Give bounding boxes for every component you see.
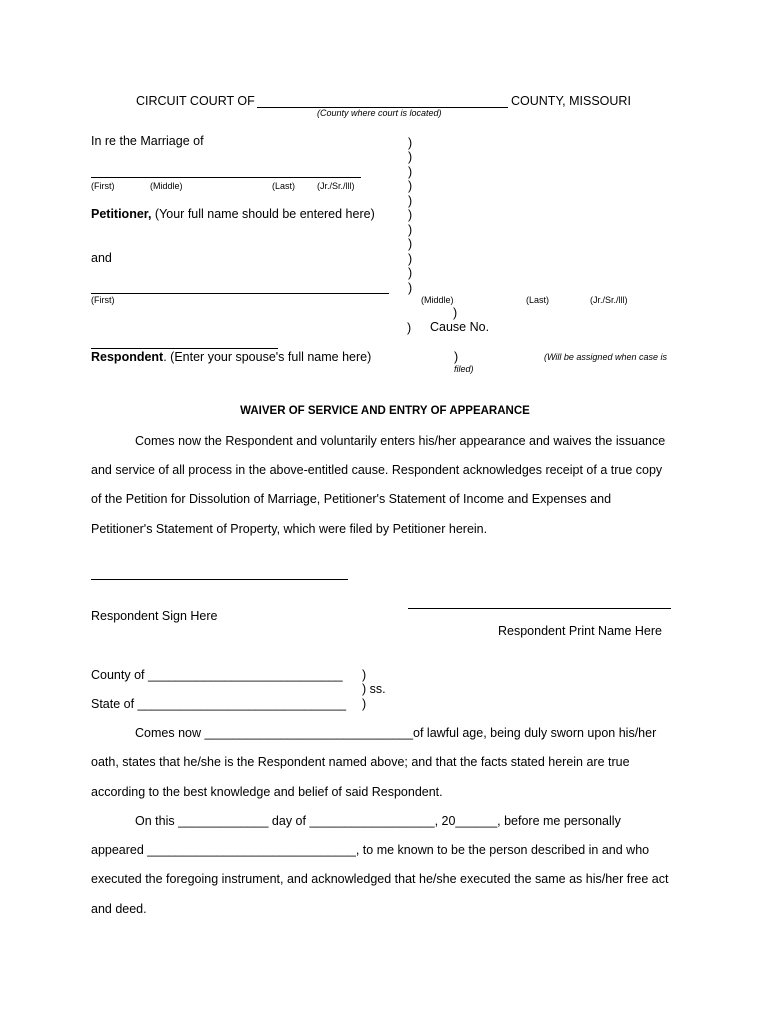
paren-6: )	[408, 208, 413, 222]
paren-14: )	[454, 350, 459, 364]
affidavit-line-7: and deed.	[91, 902, 147, 916]
county-note: (County where court is located)	[317, 108, 442, 118]
paren-10: )	[408, 266, 413, 280]
paren-8: )	[408, 237, 413, 251]
sign-here-label: Respondent Sign Here	[91, 609, 218, 623]
affidavit-line-3: according to the best knowledge and belief of said Respondent.	[91, 785, 443, 799]
label-middle: (Middle)	[150, 181, 183, 191]
venue-paren-2: )	[362, 697, 367, 711]
petitioner-note: (Your full name should be entered here)	[154, 207, 375, 221]
paren-3: )	[408, 165, 413, 179]
affidavit-line-5: appeared ______________________________, to me known to be the person described in and who	[91, 843, 650, 857]
venue-ss: ) ss.	[362, 682, 386, 696]
respondent-note: . (Enter your spouse's full name here)	[163, 350, 372, 364]
label-middle-2: (Middle)	[421, 295, 454, 305]
court-prefix: CIRCUIT COURT OF	[136, 94, 255, 108]
county-of-field[interactable]: County of ____________________________	[91, 668, 343, 682]
paren-1: )	[408, 136, 413, 150]
assigned-note-1: (Will be assigned when case is	[544, 352, 667, 362]
label-last: (Last)	[272, 181, 296, 191]
paren-11: )	[408, 281, 413, 295]
affidavit-line-4: On this _____________ day of __________________, 20______, before me personally	[135, 814, 621, 828]
state-of-field[interactable]: State of ______________________________	[91, 697, 347, 711]
print-name-label: Respondent Print Name Here	[498, 624, 662, 638]
label-suffix: (Jr./Sr./lll)	[317, 181, 355, 191]
affidavit-line-6: executed the foregoing instrument, and acknowledged that he/she executed the same as his/her free act	[91, 872, 669, 886]
petitioner-label	[91, 207, 375, 221]
label-first-2: (First)	[91, 295, 115, 305]
petitioner-bold: Petitioner,	[91, 207, 152, 221]
paren-9: )	[408, 252, 413, 266]
paren-2: )	[408, 150, 413, 164]
affidavit-line-1: Comes now ______________________________of lawful age, being duly sworn upon his/her	[135, 726, 657, 740]
body-line-1: Comes now the Respondent and voluntarily enters his/her appearance and waives the issuance	[135, 434, 666, 448]
signature-line[interactable]	[91, 579, 348, 580]
paren-5: )	[408, 194, 413, 208]
court-suffix: COUNTY, MISSOURI	[511, 94, 631, 108]
assigned-note-2: filed)	[454, 364, 474, 374]
label-suffix-2: (Jr./Sr./lll)	[590, 295, 628, 305]
body-line-2: and service of all process in the above-entitled cause. Respondent acknowledges receipt of a true copy	[91, 463, 663, 477]
body-line-4: Petitioner's Statement of Property, which were filed by Petitioner herein.	[91, 522, 488, 536]
document-title: WAIVER OF SERVICE AND ENTRY OF APPEARANCE	[240, 405, 530, 417]
cause-no-label: Cause No.	[430, 320, 490, 334]
respondent-label	[91, 350, 371, 364]
body-line-3: of the Petition for Dissolution of Marriage, Petitioner's Statement of Income and Expenses and	[91, 492, 612, 506]
respondent-short-line[interactable]	[91, 348, 278, 349]
venue-paren-1: )	[362, 668, 367, 682]
affidavit-line-2: oath, states that he/she is the Respondent named above; and that the facts stated herein are true	[91, 755, 630, 769]
label-first: (First)	[91, 181, 115, 191]
respondent-bold: Respondent	[91, 350, 164, 364]
label-last-2: (Last)	[526, 295, 550, 305]
petitioner-name-line[interactable]	[91, 177, 361, 178]
paren-13: )	[407, 321, 412, 335]
paren-12: )	[453, 306, 458, 320]
respondent-name-line[interactable]	[91, 293, 389, 294]
paren-4: )	[408, 179, 413, 193]
paren-7: )	[408, 223, 413, 237]
in-re-label: In re the Marriage of	[91, 134, 204, 148]
print-name-line[interactable]	[408, 608, 671, 609]
and-label: and	[91, 251, 112, 265]
